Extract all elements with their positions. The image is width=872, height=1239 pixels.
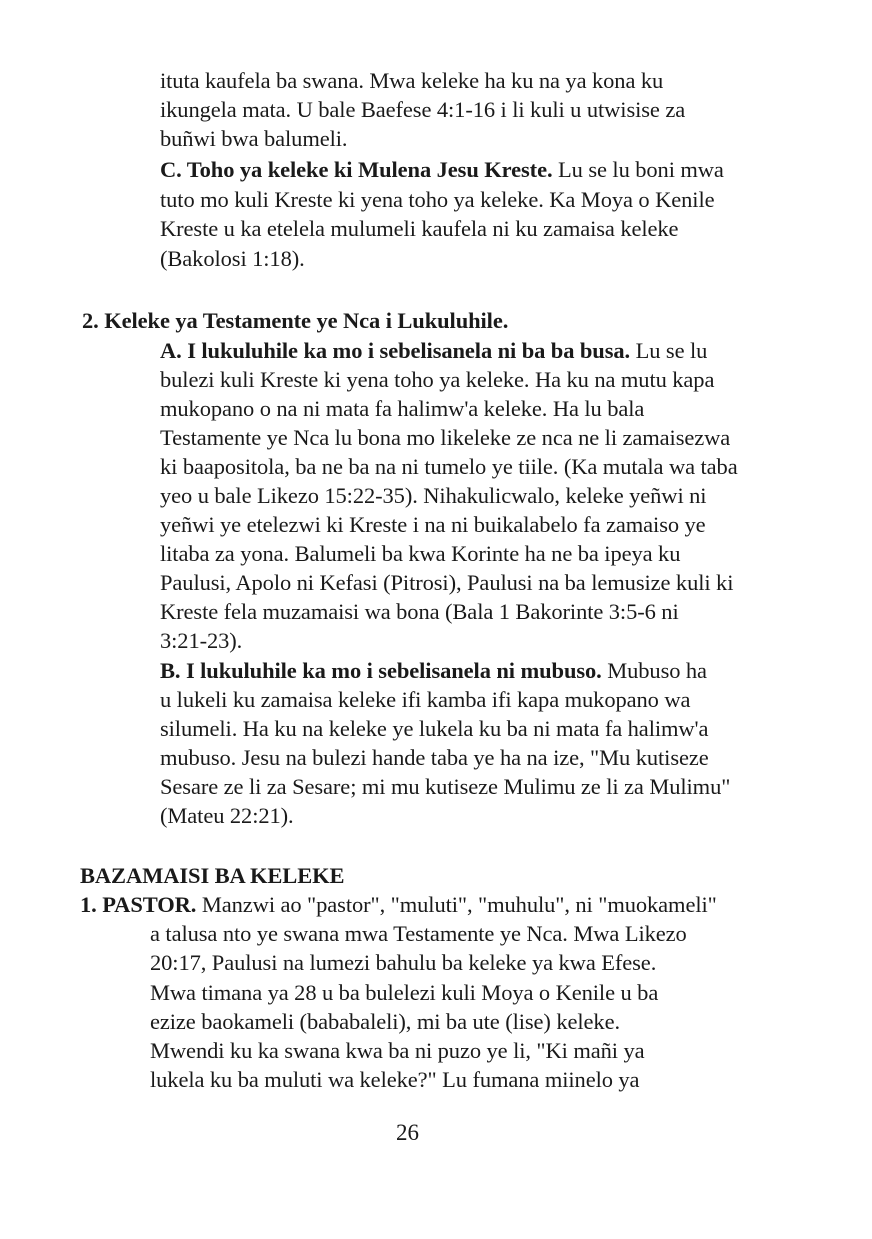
page-number: 26 bbox=[396, 1120, 419, 1145]
section-2b-heading: B. I lukuluhile ka mo i sebelisanela ni mubuso. bbox=[160, 658, 602, 683]
text-line: bulezi kuli Kreste ki yena toho ya keleke. Ha ku na mutu kapa bbox=[160, 367, 715, 392]
section-c-heading: C. Toho ya keleke ki Mulena Jesu Kreste. bbox=[160, 157, 553, 182]
text-line: Testamente ye Nca lu bona mo likeleke ze nca ne li zamaisezwa bbox=[160, 425, 731, 450]
text-line: (Mateu 22:21). bbox=[160, 803, 294, 828]
text-line: Sesare ze li za Sesare; mi mu kutiseze Mulimu ze li za Mulimu" bbox=[160, 774, 731, 799]
section-c-text: Lu se lu boni mwa bbox=[552, 157, 724, 182]
text-line: tuto mo kuli Kreste ki yena toho ya keleke. Ka Moya o Kenile bbox=[160, 187, 715, 212]
text-line: yeo u bale Likezo 15:22-35). Nihakulicwalo, keleke yeñwi ni bbox=[160, 483, 707, 508]
text-line: Kreste fela muzamaisi wa bona (Bala 1 Bakorinte 3:5-6 ni bbox=[160, 599, 679, 624]
pastor-text: Manzwi ao "pastor", "muluti", "muhulu", ni "muokameli" bbox=[196, 892, 717, 917]
text-line: u lukeli ku zamaisa keleke ifi kamba ifi kapa mukopano wa bbox=[160, 687, 691, 712]
text-line: yeñwi ye etelezwi ki Kreste i na ni buikalabelo fa zamaiso ye bbox=[160, 512, 706, 537]
section-c-first-line bbox=[160, 155, 724, 184]
text-line: buñwi bwa balumeli. bbox=[160, 126, 348, 151]
text-line: ezize baokameli (bababaleli), mi ba ute (lise) keleke. bbox=[150, 1009, 620, 1034]
text-line: Kreste u ka etelela mulumeli kaufela ni ku zamaisa keleke bbox=[160, 216, 679, 241]
text-line: (Bakolosi 1:18). bbox=[160, 246, 305, 271]
text-line: Mwa timana ya 28 u ba bulelezi kuli Moya o Kenile u ba bbox=[150, 980, 659, 1005]
section-title: BAZAMAISI BA KELEKE bbox=[80, 863, 345, 888]
text-line: ki baapositola, ba ne ba na ni tumelo ye tiile. (Ka mutala wa taba bbox=[160, 454, 738, 479]
section-2a-first-line bbox=[160, 336, 707, 365]
text-line: Mwendi ku ka swana kwa ba ni puzo ye li, "Ki mañi ya bbox=[150, 1038, 645, 1063]
text-line: lukela ku ba muluti wa keleke?" Lu fumana miinelo ya bbox=[150, 1067, 640, 1092]
text-line: a talusa nto ye swana mwa Testamente ye Nca. Mwa Likezo bbox=[150, 921, 687, 946]
text-line: litaba za yona. Balumeli ba kwa Korinte ha ne ba ipeya ku bbox=[160, 541, 681, 566]
section-2-heading: 2. Keleke ya Testamente ye Nca i Lukuluhile. bbox=[82, 308, 509, 333]
pastor-heading: 1. PASTOR. bbox=[80, 892, 197, 917]
text-line: silumeli. Ha ku na keleke ye lukela ku ba ni mata fa halimw'a bbox=[160, 716, 709, 741]
pastor-first-line bbox=[80, 890, 717, 919]
section-2a-heading: A. I lukuluhile ka mo i sebelisanela ni ba ba busa. bbox=[160, 338, 631, 363]
section-2b-text: Mubuso ha bbox=[601, 658, 707, 683]
text-line: mukopano o na ni mata fa halimw'a keleke. Ha lu bala bbox=[160, 396, 645, 421]
text-line: ikungela mata. U bale Baefese 4:1-16 i li kuli u utwisise za bbox=[160, 97, 686, 122]
section-2a-text: Lu se lu bbox=[630, 338, 708, 363]
section-2b-first-line bbox=[160, 656, 707, 685]
text-line: mubuso. Jesu na bulezi hande taba ye ha na ize, "Mu kutiseze bbox=[160, 745, 709, 770]
text-line: 3:21-23). bbox=[160, 628, 243, 653]
text-line: Paulusi, Apolo ni Kefasi (Pitrosi), Paulusi na ba lemusize kuli ki bbox=[160, 570, 734, 595]
text-line: ituta kaufela ba swana. Mwa keleke ha ku na ya kona ku bbox=[160, 68, 664, 93]
text-line: 20:17, Paulusi na lumezi bahulu ba keleke ya kwa Efese. bbox=[150, 950, 657, 975]
